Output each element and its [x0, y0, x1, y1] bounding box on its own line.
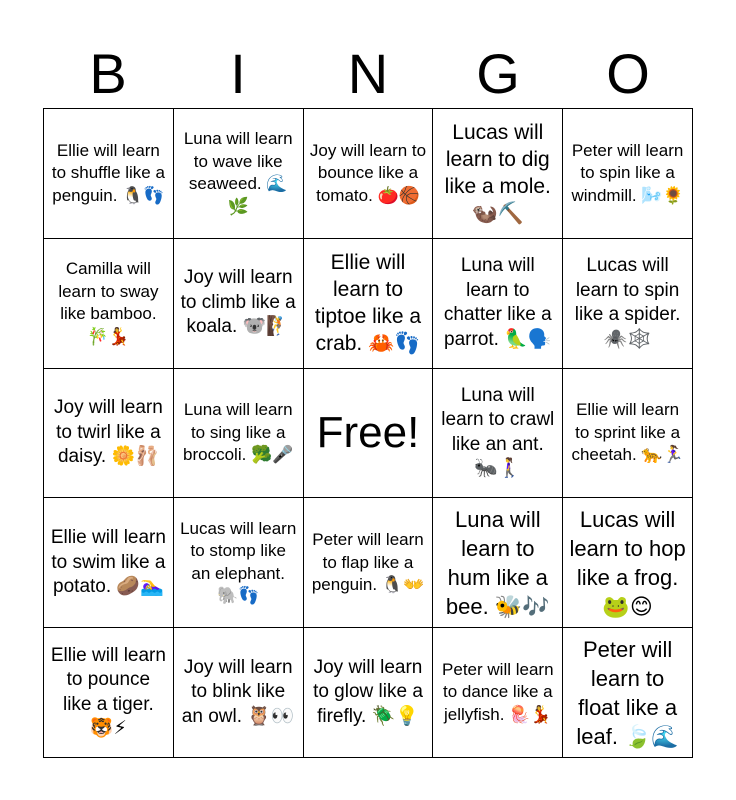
- bingo-header: [43, 40, 693, 108]
- cell-text: Joy will learn to twirl like a daisy. 🌼🩰: [54, 397, 163, 468]
- cell-text: Ellie will learn to swim like a potato. 🥔🏊‍♀️: [50, 527, 166, 598]
- header-letter-o: O: [606, 42, 650, 105]
- cell-text: Peter will learn to float like a leaf. 🍃🌊: [576, 636, 679, 749]
- cell-text: Peter will learn to flap like a penguin. 🐧👐: [311, 530, 425, 595]
- cell-text: Joy will learn to glow like a firefly. 🪲💡: [313, 656, 423, 727]
- cell-text: Peter will learn to dance like a jellyfish. 🪼💃: [442, 659, 554, 724]
- bingo-cell[interactable]: [563, 628, 693, 758]
- free-space-label: Free!: [316, 407, 420, 457]
- bingo-cell[interactable]: [304, 109, 434, 239]
- cell-text: Camilla will learn to sway like bamboo. 🎋💃: [58, 259, 159, 346]
- cell-text: Luna will learn to hum like a bee. 🐝🎶: [445, 506, 550, 619]
- bingo-cell[interactable]: [433, 369, 563, 499]
- bingo-cell[interactable]: [563, 369, 693, 499]
- cell-text: Joy will learn to bounce like a tomato. 🍅🏀: [309, 140, 427, 205]
- cell-text: Joy will learn to blink like an owl. 🦉👀: [181, 656, 295, 727]
- header-letter-n: N: [347, 42, 389, 105]
- cell-text: Ellie will learn to tiptoe like a crab. 🦀👣: [314, 251, 422, 356]
- cell-text: Lucas will learn to dig like a mole. 🦦⛏️: [444, 121, 551, 226]
- cell-text: Peter will learn to spin like a windmill. 🌬️🌻: [571, 140, 684, 205]
- header-letter-g: G: [476, 42, 520, 105]
- cell-text: Ellie will learn to shuffle like a penguin. 🐧👣: [51, 140, 165, 205]
- bingo-cell[interactable]: [433, 498, 563, 628]
- cell-text: Luna will learn to chatter like a parrot. 🦜🗣️: [443, 255, 552, 350]
- cell-text: Lucas will learn to hop like a frog. 🐸😊: [569, 506, 686, 619]
- bingo-cell[interactable]: [44, 628, 174, 758]
- bingo-cell[interactable]: [304, 628, 434, 758]
- bingo-card-grid: [43, 108, 693, 758]
- bingo-cell[interactable]: [174, 239, 304, 369]
- cell-text: Luna will learn to sing like a broccoli. 🥦🎤: [183, 400, 294, 465]
- bingo-cell[interactable]: [174, 498, 304, 628]
- bingo-cell[interactable]: [563, 498, 693, 628]
- bingo-cell[interactable]: [433, 239, 563, 369]
- cell-text: Joy will learn to climb like a koala. 🐨🧗: [180, 267, 296, 338]
- bingo-cell[interactable]: [44, 369, 174, 499]
- cell-text: Ellie will learn to sprint like a cheetah. 🐆🏃‍♀️: [571, 400, 684, 465]
- bingo-cell[interactable]: [563, 109, 693, 239]
- header-letter-b: B: [89, 42, 127, 105]
- cell-text: Lucas will learn to stomp like an elephant. 🐘👣: [180, 518, 297, 606]
- bingo-cell[interactable]: [563, 239, 693, 369]
- free-space-cell[interactable]: [304, 369, 434, 499]
- bingo-cell[interactable]: [44, 239, 174, 369]
- cell-text: Lucas will learn to spin like a spider. 🕷️🕸️: [574, 255, 681, 350]
- bingo-cell[interactable]: [44, 498, 174, 628]
- cell-text: Ellie will learn to pounce like a tiger. 🐯⚡: [50, 644, 166, 740]
- bingo-cell[interactable]: [304, 498, 434, 628]
- bingo-cell[interactable]: [174, 109, 304, 239]
- bingo-cell[interactable]: [304, 239, 434, 369]
- cell-text: Luna will learn to wave like seaweed. 🌊🌿: [183, 129, 293, 216]
- cell-text: Luna will learn to crawl like an ant. 🐜🚶‍♀️: [441, 384, 555, 480]
- bingo-cell[interactable]: [174, 369, 304, 499]
- bingo-cell[interactable]: [174, 628, 304, 758]
- bingo-cell[interactable]: [44, 109, 174, 239]
- bingo-cell[interactable]: [433, 109, 563, 239]
- bingo-cell[interactable]: [433, 628, 563, 758]
- header-letter-i: I: [230, 42, 246, 105]
